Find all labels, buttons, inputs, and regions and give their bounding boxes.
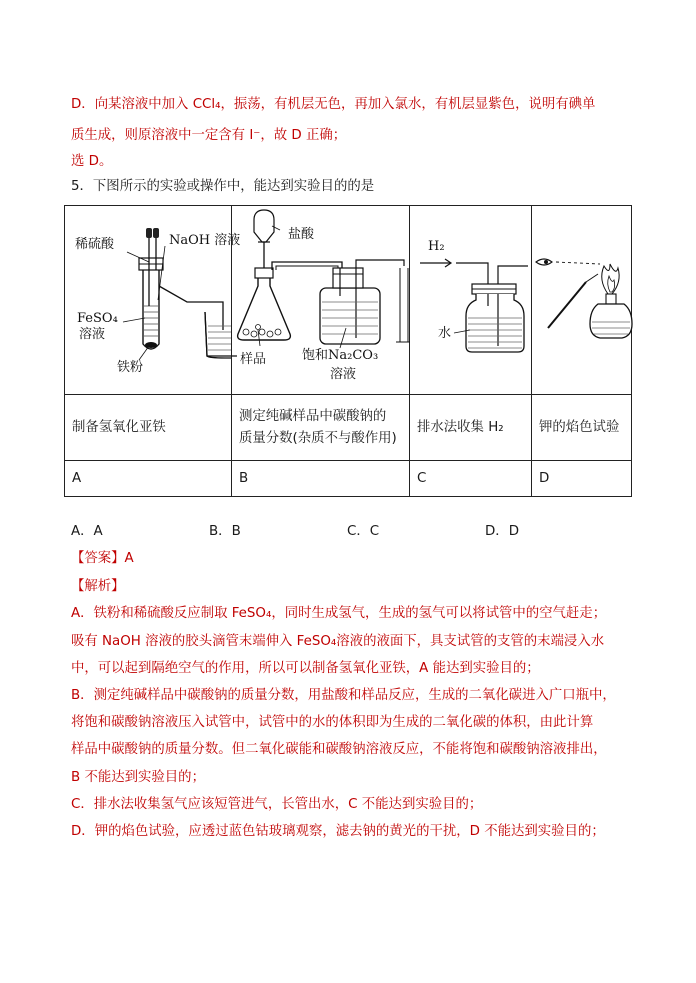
figure-a-drawing <box>65 206 241 394</box>
caption-b-line-2: 质量分数(杂质不与酸作用) <box>239 430 397 446</box>
figure-c-drawing <box>410 206 532 394</box>
question-stem: 5．下图所示的实验或操作中，能达到实验目的的是 <box>71 179 375 194</box>
figure-d-drawing <box>532 206 632 394</box>
letter-a: A <box>65 461 232 497</box>
label-feso4: FeSO₄ <box>77 311 118 326</box>
analysis-line-5: 将饱和碳酸钠溶液压入试管中，试管中的水的体积即为生成的二氧化碳的体积，由此计算 <box>71 715 594 730</box>
figure-row <box>65 206 632 395</box>
experiment-table <box>64 205 632 497</box>
analysis-line-6: 样品中碳酸钠的质量分数。但二氧化碳能和碳酸钠溶液反应，不能将饱和碳酸钠溶液排出， <box>71 742 607 757</box>
label-b-solution: 溶液 <box>330 367 357 382</box>
label-saturated-na2co3: 饱和Na₂CO₃ <box>302 348 379 363</box>
label-water: 水 <box>438 326 452 341</box>
top-line-2: 质生成，则原溶液中一定含有 I⁻，故 D 正确； <box>71 128 347 143</box>
letter-b: B <box>232 461 410 497</box>
label-h2: H₂ <box>428 239 445 254</box>
label-iron-powder: 铁粉 <box>117 360 144 375</box>
caption-b <box>232 395 410 461</box>
label-sample: 样品 <box>240 352 267 367</box>
top-line-3: 选 D。 <box>71 154 113 169</box>
analysis-line-4: B．测定纯碱样品中碳酸钠的质量分数，用盐酸和样品反应，生成的二氧化碳进入广口瓶中， <box>71 688 616 703</box>
letter-c: C <box>410 461 532 497</box>
figure-c <box>410 206 532 395</box>
analysis-line-9: D．钾的焰色试验，应透过蓝色钴玻璃观察，滤去钠的黄光的干扰，D 不能达到实验目的； <box>71 824 605 839</box>
analysis-line-3: 中，可以起到隔绝空气的作用，所以可以制备氢氧化亚铁，A 能达到实验目的； <box>71 661 540 676</box>
figure-b-drawing <box>232 206 410 394</box>
letter-row <box>65 461 632 497</box>
caption-row <box>65 395 632 461</box>
figure-a <box>65 206 241 395</box>
analysis-line-2: 吸有 NaOH 溶液的胶头滴管末端伸入 FeSO₄溶液的液面下，具支试管的支管的末端浸入水 <box>71 634 605 649</box>
letter-d: D <box>532 461 632 497</box>
label-naoh: NaOH 溶液 <box>169 233 241 248</box>
analysis-line-7: B 不能达到实验目的； <box>71 770 205 785</box>
option-d: D．D <box>485 524 520 539</box>
caption-b-line-1: 测定纯碱样品中碳酸钠的 <box>239 408 387 424</box>
caption-c: 排水法收集 H₂ <box>410 395 532 461</box>
option-b: B．B <box>209 524 241 539</box>
label-feso4-solution: 溶液 <box>79 327 106 342</box>
analysis-label: 【解析】 <box>71 579 125 594</box>
caption-d: 钾的焰色试验 <box>532 395 632 461</box>
answer-options <box>71 522 519 542</box>
option-a: A．A <box>71 524 103 539</box>
answer-label: 【答案】A <box>71 551 134 566</box>
analysis-line-1: A．铁粉和稀硫酸反应制取 FeSO₄，同时生成氢气，生成的氢气可以将试管中的空气赶走； <box>71 606 607 621</box>
option-c: C．C <box>347 524 380 539</box>
analysis-line-8: C．排水法收集氢气应该短管进气，长管出水，C 不能达到实验目的； <box>71 797 483 812</box>
caption-a: 制备氢氧化亚铁 <box>65 395 232 461</box>
label-dilute-acid: 稀硫酸 <box>75 237 115 252</box>
label-hcl: 盐酸 <box>288 227 315 242</box>
top-line-1: D．向某溶液中加入 CCl₄，振荡，有机层无色，再加入氯水，有机层显紫色，说明有碘单 <box>71 97 596 112</box>
figure-d <box>532 206 632 395</box>
figure-b <box>232 206 410 395</box>
